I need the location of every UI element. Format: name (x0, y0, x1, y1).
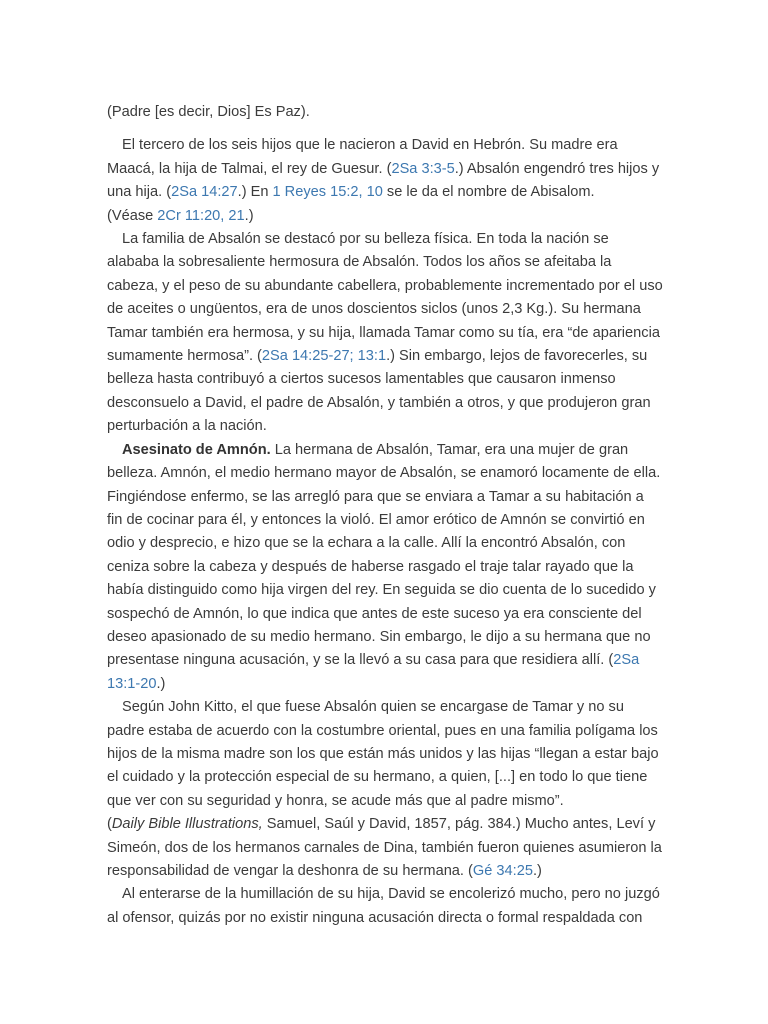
paragraph-kitto: Según John Kitto, el que fuese Absalón quien se encargase de Tamar y no su padre estaba de acuerdo con la costumbre oriental, pues en una familia polígama los hijos de la misma madre son los que están más unidos y las hijas “llegan a estar bajo el cuidado y la protección especial de su hermano, a quien, [...] en todo lo que tiene que ver con su seguridad y honra, se acude más que al padre mismo”. (107, 699, 659, 809)
paragraph-citation: (Daily Bible Illustrations, Samuel, Saúl y David, 1857, pág. 384.) Mucho antes, Leví y Simeón, dos de los hermanos carnales de Dina, también fueron quienes asumieron la responsabilidad de vengar la deshonra de su hermana. (Gé 34:25.) (107, 816, 662, 879)
book-title: Daily Bible Illustrations, (111, 816, 263, 833)
scripture-link[interactable]: 2Cr 11:20, 21 (157, 207, 245, 224)
paragraph-name-meaning: (Padre [es decir, Dios] Es Paz). (107, 104, 310, 120)
section-heading: Asesinato de Amnón. (122, 441, 271, 458)
scripture-link[interactable]: 2Sa 13:1-20 (107, 652, 640, 692)
article-body (107, 101, 663, 930)
scripture-link[interactable]: 1 Reyes 15:2, 10 (272, 184, 383, 201)
scripture-link[interactable]: 2Sa 3:3-5 (391, 160, 455, 177)
paragraph-amnon-murder: Asesinato de Amnón. La hermana de Absalón, Tamar, era una mujer de gran belleza. Amnón, el medio hermano mayor de Absalón, se enamoró locamente de ella. Fingiéndose enfermo, se las arregló para que se enviara a Tamar a su habitación a fin de cocinar para él, y entonces la violó. El amor erótico de Amnón se convirtió en odio y desprecio, e hizo que se la echara a la calle. Allí la encontró Absalón, con ceniza sobre la cabeza y después de haberse rasgado el traje talar rayado que la había distinguido como hija virgen del rey. En seguida se dio cuenta de lo sucedido y sospechó de Amnón, lo que indica que antes de este suceso ya era consciente del deseo apasionado de su medio hermano. Sin embargo, le dijo a su hermana que no presentase ninguna acusación, y se la llevó a su casa para que residiera allí. (2Sa 13:1-20.) (107, 441, 661, 692)
scripture-link[interactable]: Gé 34:25 (472, 863, 533, 879)
paragraph-family-beauty: La familia de Absalón se destacó por su belleza física. En toda la nación se alababa la sobresaliente hermosura de Absalón. Todos los años se afeitaba la cabeza, y el peso de su abundante cabellera, probablemente incrementado por el uso de aceites o ungüentos, era de unos doscientos siclos (unos 2,3 Kg.). Su hermana Tamar también era hermosa, y su hija, llamada Tamar como su tía, era “de apariencia sumamente hermosa”. (2Sa 14:25-27; 13:1.) Sin embargo, lejos de favorecerles, su belleza hasta contribuyó a ciertos sucesos lamentables que causaron inmenso desconsuelo a David, el padre de Absalón, y también a otros, y que produjeron gran perturbación a la nación. (107, 231, 663, 435)
scripture-link[interactable]: 2Sa 14:25-27; 13:1 (261, 348, 387, 365)
paragraph-see-also: (Véase 2Cr 11:20, 21.) (107, 207, 254, 224)
paragraph-david-anger: Al enterarse de la humillación de su hija, David se encolerizó mucho, pero no juzgó al ofensor, quizás por no existir ninguna acusación directa o formal respaldada con (107, 886, 660, 926)
paragraph-intro: El tercero de los seis hijos que le nacieron a David en Hebrón. Su madre era Maacá, la hija de Talmai, el rey de Guesur. (2Sa 3:3-5.) Absalón engendró tres hijos y una hija. (2Sa 14:27.) En 1 Reyes 15:2, 10 se le da el nombre de Abisalom. (107, 137, 660, 201)
scripture-link[interactable]: 2Sa 14:27 (171, 184, 238, 201)
